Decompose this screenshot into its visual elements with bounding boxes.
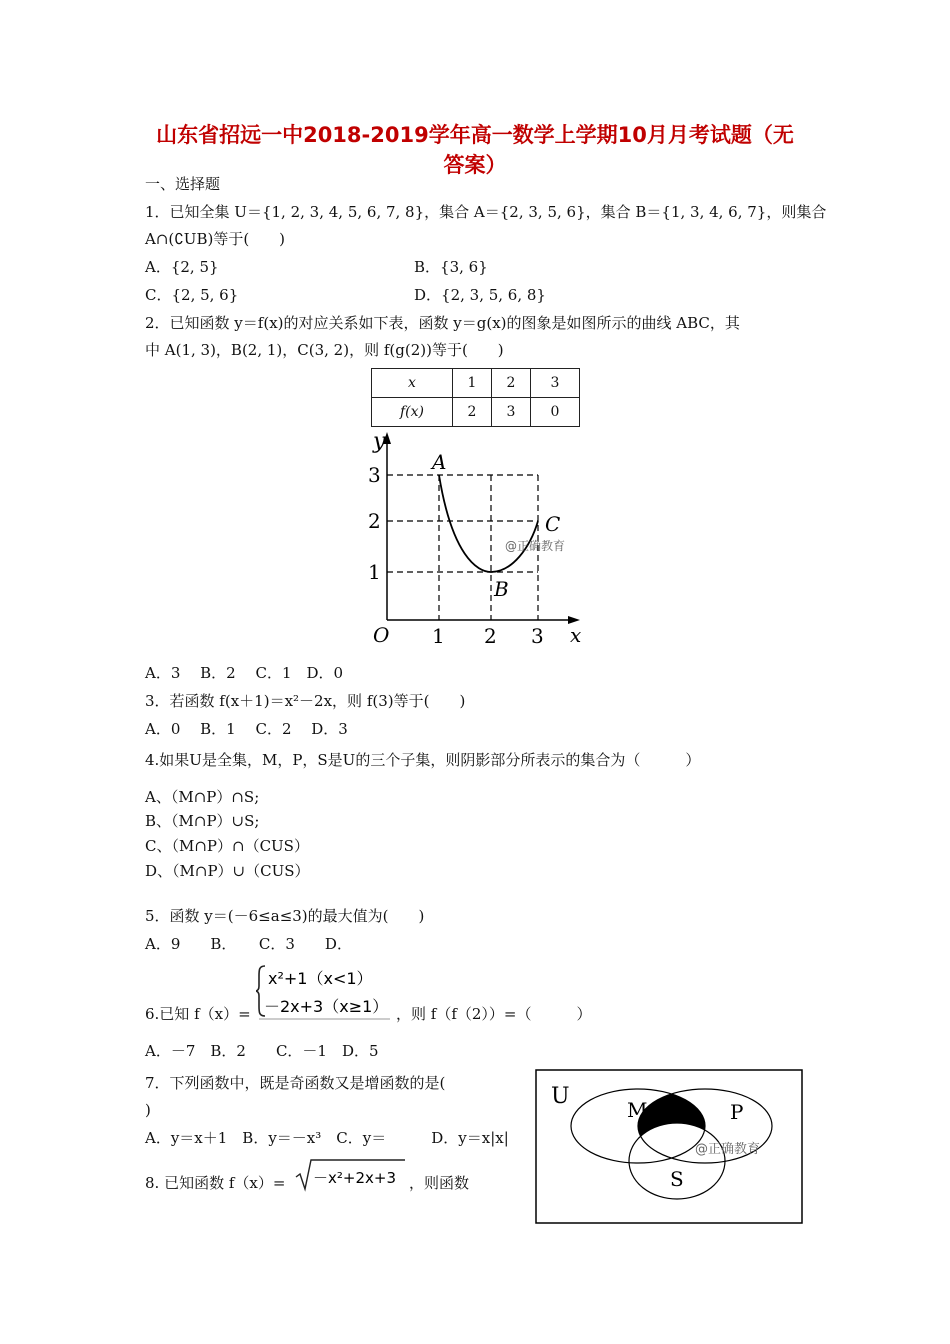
table-row [372,398,580,427]
universe-label: U [551,1084,570,1109]
q4-option-b: B、（M∩P）∪S; [145,812,260,830]
radicand: －x²+2x+3 [313,1169,396,1187]
q6-options: A．－7 B．2 C．－1 D．5 [145,1042,379,1060]
q7-line1: 7．下列函数中，既是奇函数又是增函数的是( [145,1074,446,1092]
q1-option-d: D．{2, 3, 5, 6, 8} [414,286,546,304]
q4-option-d: D、（M∩P）∪（CUS） [145,862,310,880]
table-cell: 1 [453,369,492,398]
table-cell: 3 [531,369,580,398]
watermark-text: @正确教育 [505,539,566,553]
curve-abc [439,475,538,572]
q1-line2: A∩(∁UB)等于( ) [145,230,286,248]
x-tick-1: 1 [432,624,445,648]
q4-option-c: C、（M∩P）∩（CUS） [145,837,309,855]
x-axis-label: x [570,623,582,647]
table-cell: 3 [492,398,531,427]
q2-options: A．3 B．2 C．1 D．0 [145,664,344,682]
q6-prefix: 6.已知 f（x）= [145,1005,251,1023]
origin-label: O [373,623,390,647]
y-axis-label: y [373,430,386,454]
table-cell: x [372,369,453,398]
title-line-2: 答案） [443,153,507,177]
point-c-label: C [545,512,561,536]
q8-suffix: ，则函数 [409,1174,470,1192]
venn-diagram [535,1069,805,1225]
table-cell: 2 [453,398,492,427]
q3-options: A．0 B．1 C．2 D．3 [145,720,348,738]
y-tick-1: 1 [368,560,381,584]
curve-graph [362,430,592,652]
q1-option-a: A．{2, 5} [145,258,219,276]
q3-line1: 3．若函数 f(x＋1)＝x²－2x，则 f(3)等于( ) [145,692,466,710]
q7-line2: ) [145,1101,151,1119]
q5-options: A．9 B． C．3 D． [145,935,352,953]
x-tick-2: 2 [484,624,497,648]
q8-prefix: 8. 已知函数 f（x）= [145,1174,286,1192]
section-heading: 一、选择题 [145,175,221,193]
point-b-label: B [494,577,509,601]
table-cell: 2 [492,369,531,398]
q2-line2: 中 A(1, 3)，B(2, 1)，C(3, 2)，则 f(g(2))等于( ) [145,341,504,359]
q4-line1: 4.如果U是全集，M，P，S是U的三个子集，则阴影部分所表示的集合为（ ） [145,751,701,769]
q2-line1: 2．已知函数 y＝f(x)的对应关系如下表，函数 y＝g(x)的图象是如图所示的曲线 ABC，其 [145,314,740,332]
q4-option-a: A、（M∩P）∩S; [145,788,260,806]
set-p-label: P [730,1100,744,1124]
square-root-expression [295,1157,407,1193]
set-s-label: S [670,1167,684,1191]
table-row [372,369,580,398]
q7-options: A．y＝x＋1 B．y＝－x³ C．y＝ D．y＝x|x| [145,1129,509,1147]
title-line-1: 山东省招远一中2018-2019学年高一数学上学期10月月考试题（无 [156,123,794,147]
x-tick-3: 3 [531,624,544,648]
q1-line1: 1．已知全集 U＝{1, 2, 3, 4, 5, 6, 7, 8}，集合 A＝{2, 3, 5, 6}，集合 B＝{1, 3, 4, 6, 7}，则集合 [145,203,827,221]
table-cell: 0 [531,398,580,427]
q1-option-b: B．{3, 6} [414,258,488,276]
q6-suffix: ，则 f（f（2））=（ ） [396,1005,592,1023]
y-tick-3: 3 [368,463,381,487]
q1-option-c: C．{2, 5, 6} [145,286,239,304]
point-a-label: A [432,450,447,474]
y-tick-2: 2 [368,509,381,533]
function-table [371,368,580,427]
table-cell: f(x) [372,398,453,427]
piece-1: x²+1（x<1） [268,969,373,988]
page-title [60,120,890,180]
set-m-label: M [627,1098,648,1122]
piecewise-function [256,962,396,1020]
piece-2: －2x+3（x≥1） [264,997,389,1016]
watermark-text: @正确教育 [695,1142,761,1157]
q5-line1: 5．函数 y＝(－6≤a≤3)的最大值为( ) [145,907,425,925]
